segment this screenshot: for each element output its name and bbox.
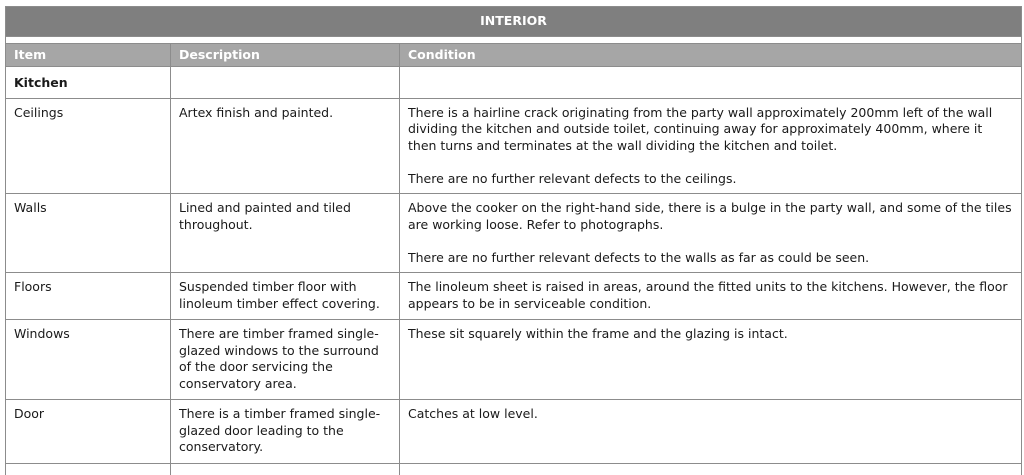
table-row	[6, 320, 1022, 400]
description-cell: Suspended timber floor with linoleum timber effect covering.	[171, 273, 400, 320]
item-cell: Ceilings	[6, 98, 171, 194]
column-header-description: Description	[171, 44, 400, 67]
condition-paragraph: Above the cooker on the right-hand side, there is a bulge in the party wall, and some of the tiles are working loose. Refer to photographs.	[408, 200, 1012, 232]
condition-cell	[400, 194, 1022, 273]
description-cell: Artex finish and painted.	[171, 98, 400, 194]
condition-cell	[400, 320, 1022, 400]
description-cell-empty	[171, 464, 400, 475]
table-row-empty	[6, 464, 1022, 475]
table-title: INTERIOR	[6, 7, 1022, 37]
table-spacer-row	[6, 37, 1022, 44]
table-header-row	[6, 44, 1022, 67]
condition-cell-empty	[400, 464, 1022, 475]
section-title: Kitchen	[6, 67, 171, 99]
condition-paragraph: There are no further relevant defects to the ceilings.	[408, 170, 737, 186]
section-row	[6, 67, 1022, 99]
description-cell: Lined and painted and tiled throughout.	[171, 194, 400, 273]
condition-paragraph: There are no further relevant defects to the walls as far as could be seen.	[408, 249, 870, 265]
table-row	[6, 194, 1022, 273]
table-row	[6, 400, 1022, 464]
interior-survey-table	[5, 6, 1022, 475]
item-cell: Walls	[6, 194, 171, 273]
condition-paragraph: There is a hairline crack originating from the party wall approximately 200mm left of the wall dividing the kitchen and outside toilet, continuing away for approximately 400mm, where it then turns and terminates at the wall dividing the kitchen and toilet.	[408, 104, 993, 153]
section-description-empty	[171, 67, 400, 99]
condition-cell	[400, 273, 1022, 320]
condition-cell	[400, 98, 1022, 194]
table-row	[6, 98, 1022, 194]
section-condition-empty	[400, 67, 1022, 99]
item-cell-empty	[6, 464, 171, 475]
condition-cell	[400, 400, 1022, 464]
condition-paragraph: Catches at low level.	[408, 406, 538, 421]
table-title-row	[6, 7, 1022, 37]
table-row	[6, 273, 1022, 320]
item-cell: Windows	[6, 320, 171, 400]
description-cell: There is a timber framed single-glazed door leading to the conservatory.	[171, 400, 400, 464]
item-cell: Door	[6, 400, 171, 464]
item-cell: Floors	[6, 273, 171, 320]
condition-paragraph: The linoleum sheet is raised in areas, around the fitted units to the kitchens. However, the floor appears to be in serviceable condition.	[408, 279, 1008, 311]
description-cell: There are timber framed single-glazed windows to the surround of the door servicing the conservatory area.	[171, 320, 400, 400]
table-spacer	[6, 37, 1022, 44]
condition-paragraph: These sit squarely within the frame and the glazing is intact.	[408, 326, 788, 341]
column-header-condition: Condition	[400, 44, 1022, 67]
column-header-item: Item	[6, 44, 171, 67]
